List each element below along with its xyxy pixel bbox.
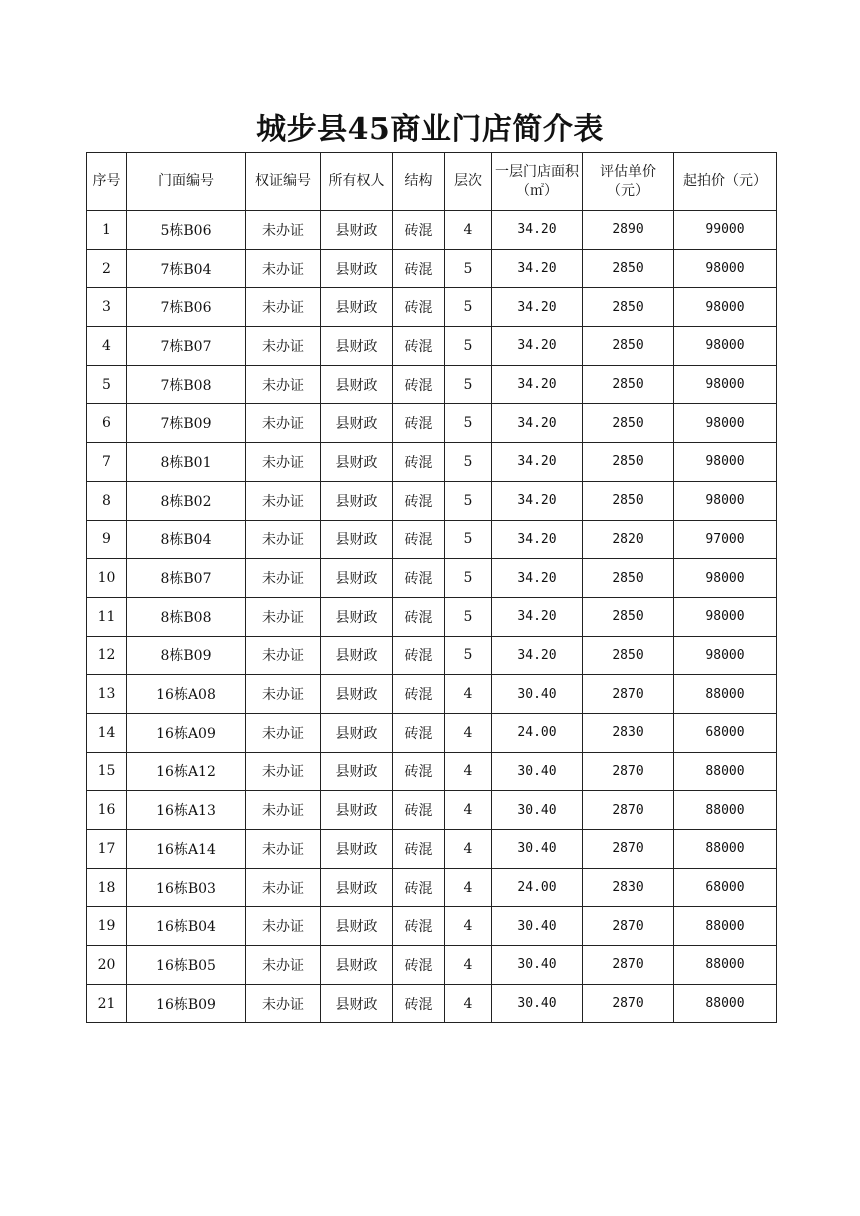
table-row [87, 288, 777, 327]
cell-structure: 砖混 [393, 597, 445, 636]
cell-first-floor-area: 34.20 [492, 597, 583, 636]
cell-owner: 县财政 [321, 636, 393, 675]
cell-structure: 砖混 [393, 752, 445, 791]
cell-index: 9 [87, 520, 127, 559]
cell-unit-price: 2890 [583, 211, 674, 250]
cell-shop-number: 8栋B08 [127, 597, 246, 636]
cell-owner: 县财政 [321, 404, 393, 443]
cell-unit-price: 2850 [583, 249, 674, 288]
cell-structure: 砖混 [393, 327, 445, 366]
cell-index: 6 [87, 404, 127, 443]
cell-unit-price: 2850 [583, 327, 674, 366]
cell-first-floor-area: 34.20 [492, 481, 583, 520]
cell-owner: 县财政 [321, 946, 393, 985]
cell-shop-number: 16栋B09 [127, 984, 246, 1023]
cell-owner: 县财政 [321, 211, 393, 250]
cell-starting-price: 88000 [674, 907, 777, 946]
cell-owner: 县财政 [321, 443, 393, 482]
cell-owner: 县财政 [321, 830, 393, 869]
header-cell-starting-price: 起拍价（元） [674, 153, 777, 211]
cell-certificate-number: 未办证 [246, 636, 321, 675]
cell-unit-price: 2870 [583, 752, 674, 791]
cell-unit-price: 2870 [583, 907, 674, 946]
cell-owner: 县财政 [321, 791, 393, 830]
cell-first-floor-area: 30.40 [492, 984, 583, 1023]
cell-starting-price: 99000 [674, 211, 777, 250]
cell-starting-price: 68000 [674, 868, 777, 907]
cell-floors: 4 [445, 984, 492, 1023]
cell-first-floor-area: 34.20 [492, 520, 583, 559]
cell-starting-price: 98000 [674, 481, 777, 520]
header-row [87, 153, 777, 211]
cell-unit-price: 2850 [583, 288, 674, 327]
table-row [87, 597, 777, 636]
table-row [87, 830, 777, 869]
cell-floors: 4 [445, 211, 492, 250]
cell-unit-price: 2850 [583, 481, 674, 520]
cell-floors: 5 [445, 327, 492, 366]
cell-structure: 砖混 [393, 404, 445, 443]
cell-floors: 5 [445, 559, 492, 598]
cell-unit-price: 2820 [583, 520, 674, 559]
cell-certificate-number: 未办证 [246, 559, 321, 598]
cell-owner: 县财政 [321, 675, 393, 714]
cell-certificate-number: 未办证 [246, 946, 321, 985]
table-row [87, 249, 777, 288]
cell-starting-price: 88000 [674, 791, 777, 830]
cell-floors: 5 [445, 249, 492, 288]
cell-starting-price: 98000 [674, 365, 777, 404]
cell-index: 1 [87, 211, 127, 250]
header-cell-shop-number: 门面编号 [127, 153, 246, 211]
cell-shop-number: 8栋B09 [127, 636, 246, 675]
cell-certificate-number: 未办证 [246, 791, 321, 830]
cell-shop-number: 16栋B05 [127, 946, 246, 985]
cell-owner: 县财政 [321, 288, 393, 327]
cell-structure: 砖混 [393, 559, 445, 598]
cell-index: 3 [87, 288, 127, 327]
cell-first-floor-area: 24.00 [492, 868, 583, 907]
cell-floors: 4 [445, 791, 492, 830]
cell-index: 15 [87, 752, 127, 791]
cell-index: 13 [87, 675, 127, 714]
cell-certificate-number: 未办证 [246, 984, 321, 1023]
cell-unit-price: 2870 [583, 791, 674, 830]
table-row [87, 946, 777, 985]
cell-unit-price: 2850 [583, 559, 674, 598]
cell-floors: 5 [445, 365, 492, 404]
cell-shop-number: 7栋B06 [127, 288, 246, 327]
cell-certificate-number: 未办证 [246, 443, 321, 482]
cell-floors: 5 [445, 597, 492, 636]
page-title: 城步县45商业门店简介表 [256, 112, 604, 147]
header-cell-owner: 所有权人 [321, 153, 393, 211]
cell-owner: 县财政 [321, 327, 393, 366]
cell-structure: 砖混 [393, 365, 445, 404]
table-row [87, 365, 777, 404]
cell-first-floor-area: 34.20 [492, 327, 583, 366]
cell-floors: 4 [445, 907, 492, 946]
cell-shop-number: 5栋B06 [127, 211, 246, 250]
cell-shop-number: 7栋B07 [127, 327, 246, 366]
cell-first-floor-area: 34.20 [492, 636, 583, 675]
cell-first-floor-area: 34.20 [492, 288, 583, 327]
cell-unit-price: 2850 [583, 443, 674, 482]
cell-structure: 砖混 [393, 520, 445, 559]
cell-certificate-number: 未办证 [246, 211, 321, 250]
cell-floors: 5 [445, 404, 492, 443]
cell-first-floor-area: 34.20 [492, 249, 583, 288]
cell-floors: 5 [445, 443, 492, 482]
cell-first-floor-area: 34.20 [492, 365, 583, 404]
cell-owner: 县财政 [321, 597, 393, 636]
cell-index: 17 [87, 830, 127, 869]
cell-owner: 县财政 [321, 249, 393, 288]
cell-shop-number: 16栋A13 [127, 791, 246, 830]
cell-shop-number: 8栋B07 [127, 559, 246, 598]
cell-certificate-number: 未办证 [246, 752, 321, 791]
cell-shop-number: 16栋A08 [127, 675, 246, 714]
table-header [87, 153, 777, 211]
cell-starting-price: 98000 [674, 559, 777, 598]
cell-shop-number: 8栋B04 [127, 520, 246, 559]
cell-index: 18 [87, 868, 127, 907]
cell-floors: 4 [445, 830, 492, 869]
header-cell-certificate-number: 权证编号 [246, 153, 321, 211]
cell-structure: 砖混 [393, 288, 445, 327]
cell-certificate-number: 未办证 [246, 597, 321, 636]
cell-structure: 砖混 [393, 713, 445, 752]
cell-unit-price: 2830 [583, 868, 674, 907]
cell-shop-number: 7栋B09 [127, 404, 246, 443]
cell-certificate-number: 未办证 [246, 288, 321, 327]
cell-structure: 砖混 [393, 443, 445, 482]
cell-unit-price: 2870 [583, 830, 674, 869]
cell-certificate-number: 未办证 [246, 868, 321, 907]
cell-structure: 砖混 [393, 984, 445, 1023]
cell-starting-price: 98000 [674, 597, 777, 636]
cell-starting-price: 88000 [674, 946, 777, 985]
cell-owner: 县财政 [321, 559, 393, 598]
table-row [87, 984, 777, 1023]
cell-index: 20 [87, 946, 127, 985]
cell-index: 19 [87, 907, 127, 946]
cell-certificate-number: 未办证 [246, 907, 321, 946]
cell-first-floor-area: 30.40 [492, 946, 583, 985]
cell-starting-price: 98000 [674, 249, 777, 288]
cell-shop-number: 16栋B03 [127, 868, 246, 907]
cell-shop-number: 7栋B08 [127, 365, 246, 404]
cell-first-floor-area: 30.40 [492, 907, 583, 946]
cell-first-floor-area: 30.40 [492, 752, 583, 791]
cell-floors: 4 [445, 946, 492, 985]
table-row [87, 559, 777, 598]
cell-index: 2 [87, 249, 127, 288]
table-row [87, 752, 777, 791]
cell-structure: 砖混 [393, 907, 445, 946]
cell-starting-price: 98000 [674, 288, 777, 327]
cell-shop-number: 16栋A14 [127, 830, 246, 869]
cell-starting-price: 98000 [674, 636, 777, 675]
cell-floors: 5 [445, 288, 492, 327]
cell-unit-price: 2870 [583, 984, 674, 1023]
cell-starting-price: 98000 [674, 404, 777, 443]
cell-index: 8 [87, 481, 127, 520]
table-row [87, 713, 777, 752]
table-row [87, 791, 777, 830]
cell-starting-price: 98000 [674, 443, 777, 482]
cell-unit-price: 2850 [583, 404, 674, 443]
cell-structure: 砖混 [393, 830, 445, 869]
cell-shop-number: 16栋A12 [127, 752, 246, 791]
cell-structure: 砖混 [393, 868, 445, 907]
cell-floors: 4 [445, 868, 492, 907]
cell-shop-number: 8栋B02 [127, 481, 246, 520]
cell-floors: 4 [445, 752, 492, 791]
cell-unit-price: 2870 [583, 946, 674, 985]
cell-structure: 砖混 [393, 946, 445, 985]
cell-unit-price: 2830 [583, 713, 674, 752]
cell-certificate-number: 未办证 [246, 675, 321, 714]
cell-certificate-number: 未办证 [246, 249, 321, 288]
cell-shop-number: 16栋A09 [127, 713, 246, 752]
table-row [87, 520, 777, 559]
table-row [87, 327, 777, 366]
header-cell-index: 序号 [87, 153, 127, 211]
table-row [87, 636, 777, 675]
cell-first-floor-area: 30.40 [492, 675, 583, 714]
cell-owner: 县财政 [321, 984, 393, 1023]
cell-shop-number: 7栋B04 [127, 249, 246, 288]
cell-first-floor-area: 34.20 [492, 443, 583, 482]
cell-shop-number: 8栋B01 [127, 443, 246, 482]
cell-floors: 5 [445, 636, 492, 675]
cell-first-floor-area: 30.40 [492, 791, 583, 830]
table-row [87, 675, 777, 714]
table-row [87, 443, 777, 482]
cell-first-floor-area: 34.20 [492, 211, 583, 250]
table-row [87, 404, 777, 443]
cell-starting-price: 68000 [674, 713, 777, 752]
cell-index: 12 [87, 636, 127, 675]
cell-certificate-number: 未办证 [246, 365, 321, 404]
cell-floors: 5 [445, 481, 492, 520]
cell-certificate-number: 未办证 [246, 520, 321, 559]
cell-structure: 砖混 [393, 636, 445, 675]
cell-index: 5 [87, 365, 127, 404]
cell-index: 14 [87, 713, 127, 752]
table-row [87, 481, 777, 520]
cell-floors: 5 [445, 520, 492, 559]
cell-first-floor-area: 34.20 [492, 559, 583, 598]
cell-starting-price: 88000 [674, 675, 777, 714]
cell-index: 4 [87, 327, 127, 366]
cell-starting-price: 88000 [674, 752, 777, 791]
table-row [87, 907, 777, 946]
cell-index: 10 [87, 559, 127, 598]
table-body [87, 211, 777, 1023]
cell-owner: 县财政 [321, 868, 393, 907]
cell-first-floor-area: 30.40 [492, 830, 583, 869]
cell-structure: 砖混 [393, 675, 445, 714]
shop-listing-table [86, 152, 777, 1023]
cell-floors: 4 [445, 675, 492, 714]
header-cell-floors: 层次 [445, 153, 492, 211]
cell-starting-price: 98000 [674, 327, 777, 366]
cell-starting-price: 88000 [674, 830, 777, 869]
cell-structure: 砖混 [393, 481, 445, 520]
cell-structure: 砖混 [393, 249, 445, 288]
cell-unit-price: 2870 [583, 675, 674, 714]
cell-structure: 砖混 [393, 791, 445, 830]
header-cell-structure: 结构 [393, 153, 445, 211]
cell-first-floor-area: 34.20 [492, 404, 583, 443]
cell-index: 21 [87, 984, 127, 1023]
table-row [87, 868, 777, 907]
cell-shop-number: 16栋B04 [127, 907, 246, 946]
cell-first-floor-area: 24.00 [492, 713, 583, 752]
cell-starting-price: 88000 [674, 984, 777, 1023]
cell-owner: 县财政 [321, 713, 393, 752]
cell-certificate-number: 未办证 [246, 713, 321, 752]
cell-certificate-number: 未办证 [246, 327, 321, 366]
cell-index: 7 [87, 443, 127, 482]
cell-owner: 县财政 [321, 365, 393, 404]
table-row [87, 211, 777, 250]
cell-certificate-number: 未办证 [246, 830, 321, 869]
cell-owner: 县财政 [321, 481, 393, 520]
cell-floors: 4 [445, 713, 492, 752]
cell-owner: 县财政 [321, 907, 393, 946]
cell-unit-price: 2850 [583, 636, 674, 675]
cell-unit-price: 2850 [583, 597, 674, 636]
cell-index: 16 [87, 791, 127, 830]
cell-unit-price: 2850 [583, 365, 674, 404]
cell-owner: 县财政 [321, 752, 393, 791]
cell-index: 11 [87, 597, 127, 636]
cell-certificate-number: 未办证 [246, 404, 321, 443]
cell-structure: 砖混 [393, 211, 445, 250]
header-cell-first-floor-area: 一层门店面积（㎡） [492, 153, 583, 211]
header-cell-unit-price: 评估单价（元） [583, 153, 674, 211]
cell-starting-price: 97000 [674, 520, 777, 559]
cell-certificate-number: 未办证 [246, 481, 321, 520]
cell-owner: 县财政 [321, 520, 393, 559]
